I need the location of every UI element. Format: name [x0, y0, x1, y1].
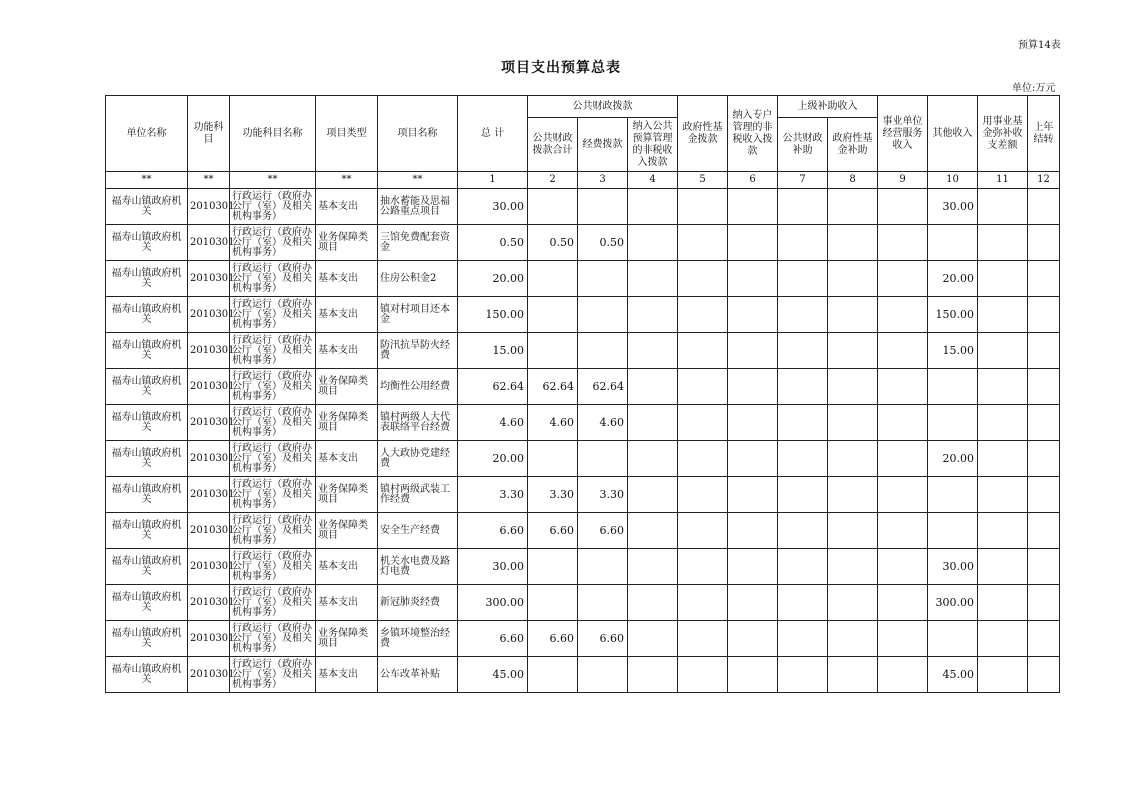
cell-biz-fund [978, 369, 1028, 405]
cell-up-public [778, 333, 828, 369]
header-biz-income: 事业单位经营服务收入 [878, 96, 928, 172]
index-cell: 3 [578, 172, 628, 189]
table-row [106, 225, 1060, 261]
cell-carryover [1028, 369, 1060, 405]
cell-up-fund [828, 657, 878, 693]
cell-up-public [778, 585, 828, 621]
cell-special-nontax [728, 585, 778, 621]
cell-gov-fund [678, 297, 728, 333]
cell-biz-fund [978, 189, 1028, 225]
cell-pf-nontax [628, 621, 678, 657]
cell-unit-name: 福寿山镇政府机关 [106, 225, 188, 261]
index-row [106, 172, 1060, 189]
cell-other-income: 45.00 [928, 657, 978, 693]
cell-up-public [778, 225, 828, 261]
cell-total: 20.00 [458, 441, 528, 477]
cell-up-public [778, 657, 828, 693]
table-row [106, 333, 1060, 369]
cell-special-nontax [728, 189, 778, 225]
cell-gov-fund [678, 369, 728, 405]
cell-biz-fund [978, 549, 1028, 585]
cell-func-code: 2010301 [188, 441, 230, 477]
cell-carryover [1028, 477, 1060, 513]
header-special-nontax: 纳入专户管理的非税收入拨款 [728, 96, 778, 172]
index-cell: 11 [978, 172, 1028, 189]
cell-proj-name: 机关水电费及路灯电费 [378, 549, 458, 585]
cell-other-income: 30.00 [928, 189, 978, 225]
cell-gov-fund [678, 477, 728, 513]
cell-proj-name: 抽水蓄能及思福公路重点项目 [378, 189, 458, 225]
cell-total: 30.00 [458, 549, 528, 585]
cell-other-income: 30.00 [928, 549, 978, 585]
cell-func-name: 行政运行（政府办公厅（室）及相关机构事务） [230, 585, 316, 621]
header-public-finance: 公共财政拨款 [528, 96, 678, 118]
cell-total: 30.00 [458, 189, 528, 225]
cell-unit-name: 福寿山镇政府机关 [106, 657, 188, 693]
cell-pf-nontax [628, 333, 678, 369]
cell-total: 6.60 [458, 621, 528, 657]
header-unit-name: 单位名称 [106, 96, 188, 172]
cell-other-income [928, 513, 978, 549]
cell-other-income: 300.00 [928, 585, 978, 621]
cell-pf-nontax [628, 657, 678, 693]
cell-pf-total: 6.60 [528, 621, 578, 657]
cell-biz-income [878, 621, 928, 657]
cell-other-income: 20.00 [928, 261, 978, 297]
cell-carryover [1028, 441, 1060, 477]
cell-up-public [778, 549, 828, 585]
cell-proj-type: 业务保障类项目 [316, 369, 378, 405]
cell-up-public [778, 477, 828, 513]
cell-proj-type: 业务保障类项目 [316, 405, 378, 441]
cell-up-public [778, 621, 828, 657]
form-number: 预算14表 [1018, 40, 1061, 51]
cell-pf-expense [578, 441, 628, 477]
cell-pf-nontax [628, 261, 678, 297]
cell-up-fund [828, 225, 878, 261]
cell-func-code: 2010301 [188, 549, 230, 585]
cell-func-name: 行政运行（政府办公厅（室）及相关机构事务） [230, 477, 316, 513]
cell-up-public [778, 441, 828, 477]
cell-up-fund [828, 477, 878, 513]
cell-biz-income [878, 513, 928, 549]
cell-proj-type: 业务保障类项目 [316, 225, 378, 261]
cell-proj-type: 基本支出 [316, 189, 378, 225]
cell-biz-income [878, 405, 928, 441]
cell-func-name: 行政运行（政府办公厅（室）及相关机构事务） [230, 261, 316, 297]
cell-unit-name: 福寿山镇政府机关 [106, 621, 188, 657]
cell-pf-nontax [628, 585, 678, 621]
cell-unit-name: 福寿山镇政府机关 [106, 585, 188, 621]
cell-other-income [928, 225, 978, 261]
cell-biz-fund [978, 513, 1028, 549]
table-row [106, 513, 1060, 549]
header-up-public: 公共财政补助 [778, 118, 828, 172]
cell-func-name: 行政运行（政府办公厅（室）及相关机构事务） [230, 369, 316, 405]
index-cell: ** [188, 172, 230, 189]
header-biz-fund: 用事业基金弥补收支差额 [978, 96, 1028, 172]
cell-pf-total: 62.64 [528, 369, 578, 405]
cell-gov-fund [678, 333, 728, 369]
cell-unit-name: 福寿山镇政府机关 [106, 333, 188, 369]
cell-special-nontax [728, 369, 778, 405]
cell-total: 4.60 [458, 405, 528, 441]
cell-biz-income [878, 333, 928, 369]
cell-biz-income [878, 297, 928, 333]
cell-up-fund [828, 261, 878, 297]
header-func-name: 功能科目名称 [230, 96, 316, 172]
cell-carryover [1028, 297, 1060, 333]
cell-pf-expense [578, 189, 628, 225]
cell-other-income: 15.00 [928, 333, 978, 369]
budget-table [105, 95, 1060, 693]
cell-up-fund [828, 621, 878, 657]
cell-proj-type: 基本支出 [316, 297, 378, 333]
cell-up-fund [828, 441, 878, 477]
cell-special-nontax [728, 261, 778, 297]
cell-biz-fund [978, 261, 1028, 297]
cell-carryover [1028, 513, 1060, 549]
cell-func-code: 2010301 [188, 189, 230, 225]
cell-total: 20.00 [458, 261, 528, 297]
cell-other-income [928, 621, 978, 657]
cell-proj-type: 基本支出 [316, 261, 378, 297]
cell-up-fund [828, 513, 878, 549]
cell-total: 62.64 [458, 369, 528, 405]
table-row [106, 477, 1060, 513]
cell-pf-nontax [628, 225, 678, 261]
index-cell: 8 [828, 172, 878, 189]
cell-biz-income [878, 189, 928, 225]
header-upper-subsidy: 上级补助收入 [778, 96, 878, 118]
cell-proj-name: 防汛抗旱防火经费 [378, 333, 458, 369]
cell-pf-total: 6.60 [528, 513, 578, 549]
cell-carryover [1028, 405, 1060, 441]
index-cell: 2 [528, 172, 578, 189]
header-up-fund: 政府性基金补助 [828, 118, 878, 172]
cell-biz-income [878, 549, 928, 585]
cell-gov-fund [678, 225, 728, 261]
cell-up-fund [828, 585, 878, 621]
cell-proj-type: 基本支出 [316, 657, 378, 693]
cell-unit-name: 福寿山镇政府机关 [106, 513, 188, 549]
cell-unit-name: 福寿山镇政府机关 [106, 297, 188, 333]
index-cell: 12 [1028, 172, 1060, 189]
cell-proj-name: 公车改革补贴 [378, 657, 458, 693]
cell-biz-fund [978, 333, 1028, 369]
cell-up-public [778, 405, 828, 441]
index-cell: ** [230, 172, 316, 189]
cell-proj-type: 业务保障类项目 [316, 477, 378, 513]
cell-special-nontax [728, 657, 778, 693]
table-row [106, 261, 1060, 297]
cell-proj-name: 安全生产经费 [378, 513, 458, 549]
cell-total: 300.00 [458, 585, 528, 621]
cell-special-nontax [728, 297, 778, 333]
table-row [106, 621, 1060, 657]
cell-special-nontax [728, 333, 778, 369]
cell-up-fund [828, 549, 878, 585]
cell-proj-name: 均衡性公用经费 [378, 369, 458, 405]
cell-func-code: 2010301 [188, 333, 230, 369]
cell-func-name: 行政运行（政府办公厅（室）及相关机构事务） [230, 621, 316, 657]
cell-up-public [778, 189, 828, 225]
index-cell: ** [378, 172, 458, 189]
page-title: 项目支出预算总表 [501, 60, 621, 76]
cell-up-public [778, 261, 828, 297]
cell-up-public [778, 297, 828, 333]
cell-biz-fund [978, 225, 1028, 261]
cell-pf-nontax [628, 549, 678, 585]
cell-pf-total [528, 441, 578, 477]
cell-gov-fund [678, 189, 728, 225]
cell-pf-expense: 4.60 [578, 405, 628, 441]
cell-up-fund [828, 189, 878, 225]
cell-pf-nontax [628, 441, 678, 477]
table-row [106, 369, 1060, 405]
cell-biz-fund [978, 441, 1028, 477]
cell-proj-name: 新冠肺炎经费 [378, 585, 458, 621]
cell-biz-fund [978, 405, 1028, 441]
cell-special-nontax [728, 441, 778, 477]
cell-pf-expense [578, 261, 628, 297]
cell-func-name: 行政运行（政府办公厅（室）及相关机构事务） [230, 441, 316, 477]
cell-proj-type: 业务保障类项目 [316, 621, 378, 657]
cell-carryover [1028, 657, 1060, 693]
cell-func-name: 行政运行（政府办公厅（室）及相关机构事务） [230, 405, 316, 441]
header-proj-name: 项目名称 [378, 96, 458, 172]
cell-unit-name: 福寿山镇政府机关 [106, 477, 188, 513]
cell-pf-total [528, 549, 578, 585]
cell-func-name: 行政运行（政府办公厅（室）及相关机构事务） [230, 225, 316, 261]
cell-gov-fund [678, 657, 728, 693]
cell-other-income [928, 477, 978, 513]
cell-unit-name: 福寿山镇政府机关 [106, 405, 188, 441]
header-gov-fund: 政府性基金拨款 [678, 96, 728, 172]
cell-pf-expense [578, 585, 628, 621]
header-carryover: 上年结转 [1028, 96, 1060, 172]
table-row [106, 405, 1060, 441]
cell-func-name: 行政运行（政府办公厅（室）及相关机构事务） [230, 333, 316, 369]
cell-biz-fund [978, 657, 1028, 693]
cell-biz-income [878, 441, 928, 477]
cell-pf-expense [578, 549, 628, 585]
cell-func-code: 2010301 [188, 261, 230, 297]
cell-special-nontax [728, 621, 778, 657]
cell-unit-name: 福寿山镇政府机关 [106, 189, 188, 225]
cell-gov-fund [678, 585, 728, 621]
cell-up-public [778, 513, 828, 549]
cell-gov-fund [678, 513, 728, 549]
cell-pf-expense: 6.60 [578, 621, 628, 657]
header-other-income: 其他收入 [928, 96, 978, 172]
cell-gov-fund [678, 405, 728, 441]
cell-up-fund [828, 369, 878, 405]
cell-pf-total [528, 189, 578, 225]
cell-total: 150.00 [458, 297, 528, 333]
cell-other-income [928, 369, 978, 405]
cell-total: 3.30 [458, 477, 528, 513]
cell-unit-name: 福寿山镇政府机关 [106, 441, 188, 477]
cell-func-code: 2010301 [188, 225, 230, 261]
header-pf-nontax: 纳入公共预算管理的非税收入拨款 [628, 118, 678, 172]
index-cell: 9 [878, 172, 928, 189]
cell-pf-nontax [628, 477, 678, 513]
cell-special-nontax [728, 477, 778, 513]
cell-proj-type: 业务保障类项目 [316, 513, 378, 549]
cell-func-code: 2010301 [188, 405, 230, 441]
cell-pf-total: 3.30 [528, 477, 578, 513]
index-cell: 1 [458, 172, 528, 189]
cell-biz-income [878, 225, 928, 261]
cell-func-code: 2010301 [188, 477, 230, 513]
cell-proj-type: 基本支出 [316, 441, 378, 477]
index-cell: 7 [778, 172, 828, 189]
cell-biz-fund [978, 297, 1028, 333]
index-cell: 5 [678, 172, 728, 189]
data-rows [106, 189, 1060, 693]
cell-func-code: 2010301 [188, 585, 230, 621]
cell-carryover [1028, 585, 1060, 621]
cell-pf-expense [578, 657, 628, 693]
index-cell: ** [106, 172, 188, 189]
cell-func-code: 2010301 [188, 513, 230, 549]
cell-carryover [1028, 225, 1060, 261]
cell-pf-total [528, 657, 578, 693]
cell-func-code: 2010301 [188, 621, 230, 657]
table-row [106, 297, 1060, 333]
cell-biz-income [878, 369, 928, 405]
cell-proj-name: 镇对村项目还本金 [378, 297, 458, 333]
cell-up-fund [828, 297, 878, 333]
cell-gov-fund [678, 261, 728, 297]
cell-unit-name: 福寿山镇政府机关 [106, 261, 188, 297]
cell-func-code: 2010301 [188, 369, 230, 405]
cell-carryover [1028, 333, 1060, 369]
cell-total: 45.00 [458, 657, 528, 693]
table-row [106, 189, 1060, 225]
cell-carryover [1028, 189, 1060, 225]
header-pf-expense: 经费拨款 [578, 118, 628, 172]
cell-pf-nontax [628, 189, 678, 225]
cell-total: 6.60 [458, 513, 528, 549]
table-row [106, 585, 1060, 621]
cell-proj-name: 住房公积金2 [378, 261, 458, 297]
cell-pf-total: 4.60 [528, 405, 578, 441]
cell-proj-type: 基本支出 [316, 333, 378, 369]
cell-func-name: 行政运行（政府办公厅（室）及相关机构事务） [230, 657, 316, 693]
cell-unit-name: 福寿山镇政府机关 [106, 549, 188, 585]
index-cell: 4 [628, 172, 678, 189]
cell-pf-total [528, 297, 578, 333]
unit-label: 单位:万元 [1012, 83, 1056, 94]
table-row [106, 441, 1060, 477]
cell-proj-name: 镇村两级人大代表联络平台经费 [378, 405, 458, 441]
cell-up-fund [828, 333, 878, 369]
cell-carryover [1028, 549, 1060, 585]
cell-other-income: 20.00 [928, 441, 978, 477]
cell-total: 0.50 [458, 225, 528, 261]
cell-carryover [1028, 261, 1060, 297]
cell-biz-income [878, 261, 928, 297]
index-cell: ** [316, 172, 378, 189]
cell-func-code: 2010301 [188, 657, 230, 693]
header-pf-total: 公共财政拨款合计 [528, 118, 578, 172]
cell-gov-fund [678, 549, 728, 585]
header-proj-type: 项目类型 [316, 96, 378, 172]
cell-pf-nontax [628, 369, 678, 405]
table-row [106, 549, 1060, 585]
cell-pf-total: 0.50 [528, 225, 578, 261]
cell-biz-fund [978, 585, 1028, 621]
cell-carryover [1028, 621, 1060, 657]
cell-special-nontax [728, 405, 778, 441]
cell-biz-fund [978, 621, 1028, 657]
index-cell: 10 [928, 172, 978, 189]
cell-pf-expense: 3.30 [578, 477, 628, 513]
cell-proj-type: 基本支出 [316, 549, 378, 585]
cell-special-nontax [728, 225, 778, 261]
cell-up-public [778, 369, 828, 405]
cell-pf-nontax [628, 405, 678, 441]
cell-pf-nontax [628, 297, 678, 333]
cell-up-fund [828, 405, 878, 441]
cell-gov-fund [678, 441, 728, 477]
cell-unit-name: 福寿山镇政府机关 [106, 369, 188, 405]
cell-pf-expense [578, 333, 628, 369]
cell-func-name: 行政运行（政府办公厅（室）及相关机构事务） [230, 297, 316, 333]
cell-pf-total [528, 261, 578, 297]
cell-other-income: 150.00 [928, 297, 978, 333]
cell-pf-expense: 0.50 [578, 225, 628, 261]
cell-pf-expense [578, 297, 628, 333]
header-total: 总 计 [458, 96, 528, 172]
table-row [106, 657, 1060, 693]
cell-pf-nontax [628, 513, 678, 549]
cell-biz-income [878, 477, 928, 513]
cell-biz-fund [978, 477, 1028, 513]
cell-func-code: 2010301 [188, 297, 230, 333]
cell-proj-name: 三馆免费配套资金 [378, 225, 458, 261]
cell-other-income [928, 405, 978, 441]
cell-func-name: 行政运行（政府办公厅（室）及相关机构事务） [230, 513, 316, 549]
cell-pf-total [528, 585, 578, 621]
cell-proj-name: 乡镇环境整治经费 [378, 621, 458, 657]
cell-proj-type: 基本支出 [316, 585, 378, 621]
cell-func-name: 行政运行（政府办公厅（室）及相关机构事务） [230, 189, 316, 225]
cell-proj-name: 镇村两级武装工作经费 [378, 477, 458, 513]
cell-special-nontax [728, 513, 778, 549]
cell-gov-fund [678, 621, 728, 657]
cell-func-name: 行政运行（政府办公厅（室）及相关机构事务） [230, 549, 316, 585]
cell-pf-total [528, 333, 578, 369]
cell-biz-income [878, 657, 928, 693]
cell-pf-expense: 62.64 [578, 369, 628, 405]
cell-biz-income [878, 585, 928, 621]
cell-total: 15.00 [458, 333, 528, 369]
cell-proj-name: 人大政协党建经费 [378, 441, 458, 477]
cell-special-nontax [728, 549, 778, 585]
header-func-code: 功能科目 [188, 96, 230, 172]
index-cell: 6 [728, 172, 778, 189]
cell-pf-expense: 6.60 [578, 513, 628, 549]
